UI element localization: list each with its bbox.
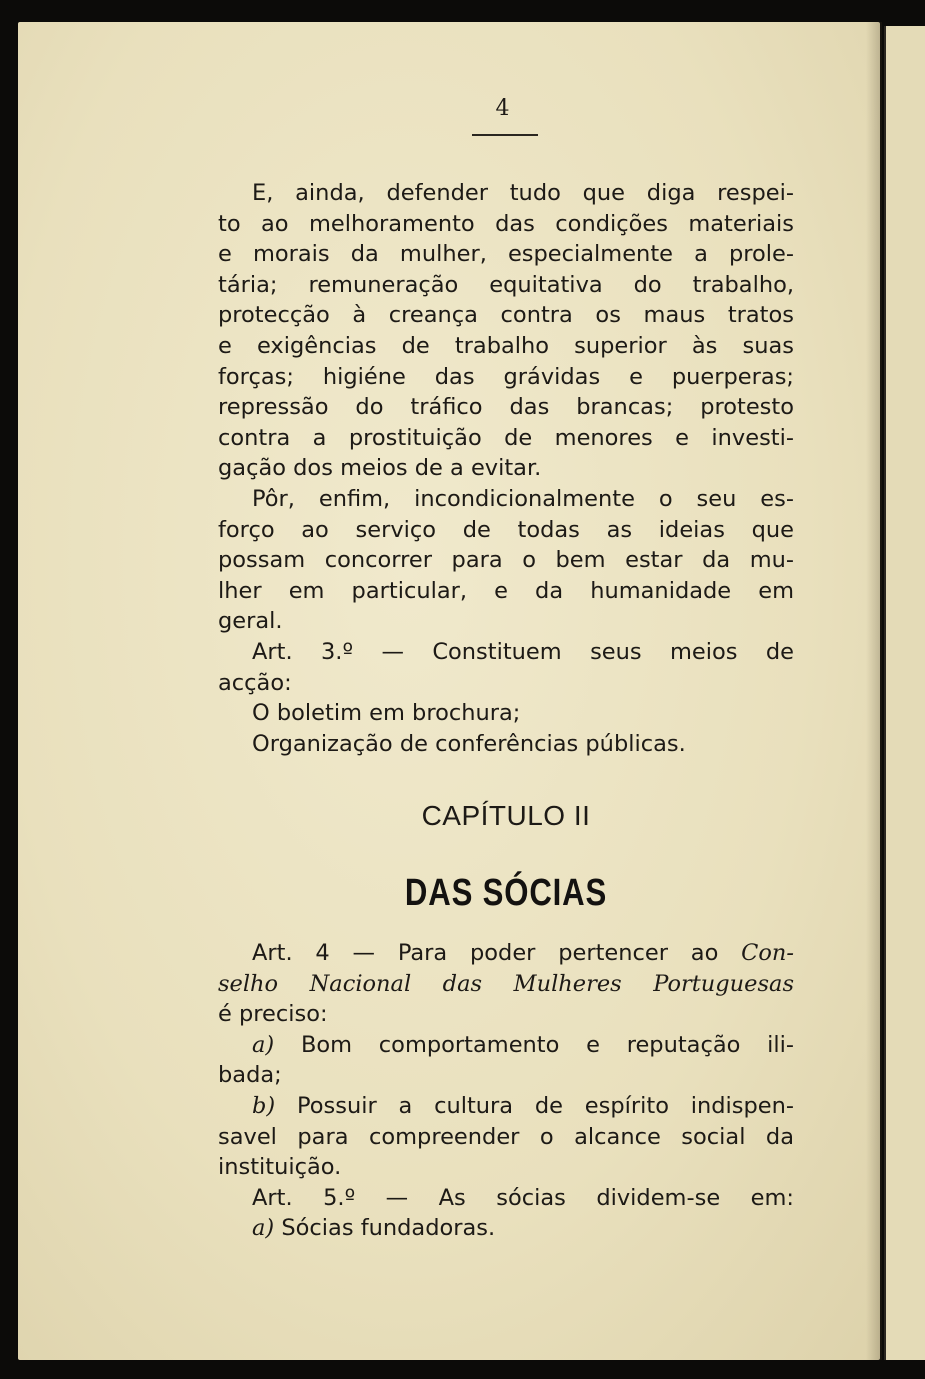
text-line: forço ao serviço de todas as ideias que <box>218 516 794 543</box>
art4-line-3: é preciso: <box>218 1001 328 1028</box>
text-line: forças; higiéne das grávidas e puerperas; <box>218 363 794 390</box>
item-b-text-1: Possuir a cultura de espírito indispen- <box>296 1092 795 1119</box>
text-line: repressão do tráfico das brancas; protesto <box>218 394 794 421</box>
page-number: 4 <box>495 96 510 121</box>
art4-line-2: selho Nacional das Mulheres Portuguesas <box>218 970 794 997</box>
founders-label: a) <box>252 1215 275 1242</box>
art4-italic-1: Con- <box>741 940 794 966</box>
text-line: geral. <box>218 608 283 635</box>
text-line: protecção à creança contra os maus tratos <box>218 302 794 329</box>
section-title: DAS SÓCIAS <box>404 872 608 914</box>
text-line: Art. 3.º — Constituem seus meios de <box>252 638 794 665</box>
item-a-line-2: bada; <box>218 1062 282 1089</box>
item-a-text-1: Bom comportamento e reputação ili- <box>300 1031 794 1058</box>
item-b-line-1 <box>218 1091 794 1122</box>
text-line: possam concorrer para o bem estar da mu- <box>218 547 794 574</box>
text-line: tária; remuneração equitativa do trabalho, <box>218 271 794 298</box>
art4-line-1 <box>218 938 794 969</box>
text-line: contra a prostituição de menores e investi- <box>218 424 794 451</box>
page-number-rule <box>472 134 538 136</box>
item-b-line-2: savel para compreender o alcance social da <box>218 1123 794 1150</box>
item-a-line-1 <box>218 1030 794 1061</box>
chapter-heading: CAPÍTULO II <box>421 800 591 831</box>
item-b-label: b) <box>252 1092 276 1119</box>
art5-line: Art. 5.º — As sócias dividem-se em: <box>252 1184 794 1211</box>
founders-text: Sócias fundadoras. <box>281 1215 496 1242</box>
text-line: lher em particular, e da humanidade em <box>218 577 794 604</box>
spine-shadow <box>866 22 882 1360</box>
body-text-articles <box>218 178 794 759</box>
text-line: acção: <box>218 669 292 696</box>
body-text-socias <box>218 938 794 1244</box>
item-b-line-3: instituição. <box>218 1154 342 1181</box>
text-line: E, ainda, defender tudo que diga respei- <box>252 180 794 206</box>
adjacent-page-edge <box>884 26 925 1360</box>
text-line: e morais da mulher, especialmente a prole- <box>218 241 794 268</box>
text-line: Pôr, enfim, incondicionalmente o seu es- <box>252 485 794 512</box>
text-line: to ao melhoramento das condições materiais <box>218 210 794 237</box>
text-line: Organização de conferências públicas. <box>252 730 686 757</box>
item-a-label: a) <box>252 1031 275 1058</box>
art4-prefix: Art. 4 — Para poder pertencer ao <box>252 940 742 966</box>
text-line: gação dos meios de a evitar. <box>218 455 542 482</box>
founders-line <box>218 1213 794 1244</box>
text-line: O boletim em brochura; <box>252 700 521 727</box>
text-line: e exigências de trabalho superior às suas <box>218 332 794 359</box>
